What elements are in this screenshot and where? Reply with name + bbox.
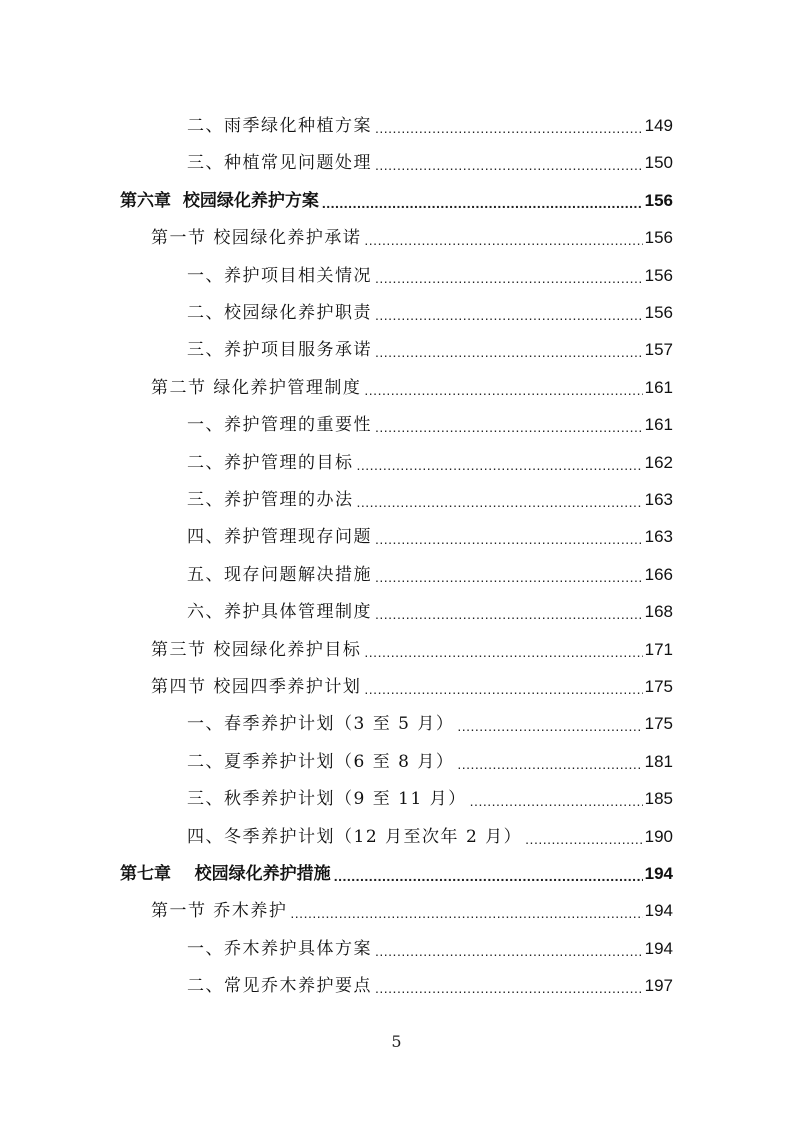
toc-entry-page: 149 xyxy=(644,116,673,135)
dot-leader xyxy=(375,119,643,137)
toc-entry-page: 194 xyxy=(644,938,673,958)
toc-entry[interactable] xyxy=(187,287,673,324)
toc-entry-page: 194 xyxy=(644,901,673,921)
toc-entry-page: 190 xyxy=(644,826,673,846)
dot-leader xyxy=(322,194,643,212)
toc-entry-title: 一、乔木养护具体方案 xyxy=(187,938,372,959)
toc-entry-title: 第二节 绿化养护管理制度 xyxy=(151,377,362,398)
dot-leader xyxy=(375,156,643,174)
dot-leader xyxy=(375,418,643,436)
toc-entry-title: 二、养护管理的目标 xyxy=(187,452,354,473)
toc-entry[interactable] xyxy=(187,437,673,474)
toc-entry[interactable] xyxy=(187,399,673,436)
dot-leader xyxy=(375,269,643,287)
toc-chapter-entry[interactable] xyxy=(120,848,673,885)
toc-entry-title: 第一节 乔木养护 xyxy=(151,901,288,922)
dot-leader xyxy=(375,979,643,997)
dot-leader xyxy=(364,381,642,399)
toc-chapter-entry[interactable] xyxy=(120,175,673,212)
toc-entry[interactable] xyxy=(187,137,673,174)
toc-entry-title: 第六章 校园绿化养护方案 xyxy=(120,190,319,211)
toc-entry-title: 第七章 校园绿化养护措施 xyxy=(120,864,331,884)
dot-leader xyxy=(375,530,643,548)
toc-entry[interactable] xyxy=(187,736,673,773)
dot-leader xyxy=(364,680,642,698)
toc-entry-title: 一、养护管理的重要性 xyxy=(187,415,372,436)
toc-entry-title: 六、养护具体管理制度 xyxy=(187,602,372,623)
toc-entry-page: 161 xyxy=(644,377,673,397)
toc-entry[interactable] xyxy=(187,250,673,287)
dot-leader xyxy=(364,231,642,249)
toc-entry-title: 三、秋季养护计划（9 至 11 月） xyxy=(187,789,467,810)
toc-entry[interactable] xyxy=(187,474,673,511)
toc-entry-page: 197 xyxy=(644,976,673,996)
dot-leader xyxy=(334,867,643,885)
toc-entry-page: 168 xyxy=(644,602,673,622)
toc-entry-title: 第四节 校园四季养护计划 xyxy=(151,677,362,697)
toc-entry-title: 二、雨季绿化种植方案 xyxy=(187,116,372,136)
toc-entry[interactable] xyxy=(187,923,673,960)
toc-entry-page: 185 xyxy=(644,789,673,809)
dot-leader xyxy=(525,830,642,848)
toc-entry-page: 163 xyxy=(644,490,673,509)
toc-entry[interactable] xyxy=(187,698,673,735)
dot-leader xyxy=(457,755,642,773)
dot-leader xyxy=(357,456,643,474)
dot-leader xyxy=(375,942,643,960)
toc-entry-title: 二、校园绿化养护职责 xyxy=(187,303,372,323)
toc-entry-page: 194 xyxy=(644,864,673,883)
dot-leader xyxy=(375,605,643,623)
toc-entry-title: 四、冬季养护计划（12 月至次年 2 月） xyxy=(187,826,523,847)
dot-leader xyxy=(375,306,643,324)
toc-entry-page: 175 xyxy=(644,677,673,696)
toc-entry-page: 163 xyxy=(644,527,673,547)
dot-leader xyxy=(290,904,642,922)
dot-leader xyxy=(375,568,643,586)
dot-leader xyxy=(457,717,642,735)
toc-entry-page: 156 xyxy=(644,265,673,285)
toc-entry-page: 156 xyxy=(644,228,673,248)
page-number: 5 xyxy=(391,1032,402,1051)
toc-entry-title: 一、春季养护计划（3 至 5 月） xyxy=(187,714,455,735)
toc-entry[interactable] xyxy=(187,100,673,137)
toc-entry[interactable] xyxy=(187,811,673,848)
toc-entry-title: 三、养护管理的办法 xyxy=(187,490,354,510)
toc-entry-title: 三、养护项目服务承诺 xyxy=(187,340,372,361)
toc-entry-page: 181 xyxy=(644,751,673,771)
toc-entry-page: 162 xyxy=(644,452,673,472)
toc-entry[interactable] xyxy=(187,960,673,997)
toc-entry-title: 第三节 校园绿化养护目标 xyxy=(151,639,362,660)
toc-entry[interactable] xyxy=(187,511,673,548)
toc-entry[interactable] xyxy=(187,586,673,623)
toc-entry-title: 四、养护管理现存问题 xyxy=(187,527,372,548)
toc-entry-page: 157 xyxy=(644,340,673,360)
toc-entry-page: 166 xyxy=(644,564,673,584)
toc-entry-page: 156 xyxy=(644,190,673,210)
dot-leader xyxy=(357,493,643,511)
toc-entry[interactable] xyxy=(187,773,673,810)
dot-leader xyxy=(364,643,642,661)
toc-entry-title: 五、现存问题解决措施 xyxy=(187,564,372,585)
toc-entry-page: 171 xyxy=(644,639,673,659)
toc-entry-title: 二、夏季养护计划（6 至 8 月） xyxy=(187,751,455,772)
toc-section-entry[interactable] xyxy=(151,661,673,698)
dot-leader xyxy=(470,792,643,810)
toc-entry-page: 150 xyxy=(644,153,673,173)
toc-entry-page: 156 xyxy=(644,303,673,322)
toc-entry-title: 三、种植常见问题处理 xyxy=(187,153,372,174)
toc-section-entry[interactable] xyxy=(151,885,673,922)
toc-entry-title: 二、常见乔木养护要点 xyxy=(187,976,372,997)
toc-section-entry[interactable] xyxy=(151,362,673,399)
toc-entry-title: 第一节 校园绿化养护承诺 xyxy=(151,228,362,249)
toc-entry[interactable] xyxy=(187,324,673,361)
toc-entry-title: 一、养护项目相关情况 xyxy=(187,265,372,286)
toc-section-entry[interactable] xyxy=(151,212,673,249)
toc-entry-page: 175 xyxy=(644,714,673,734)
toc-section-entry[interactable] xyxy=(151,624,673,661)
toc-entry[interactable] xyxy=(187,549,673,586)
dot-leader xyxy=(375,343,643,361)
toc-entry-page: 161 xyxy=(644,415,673,435)
